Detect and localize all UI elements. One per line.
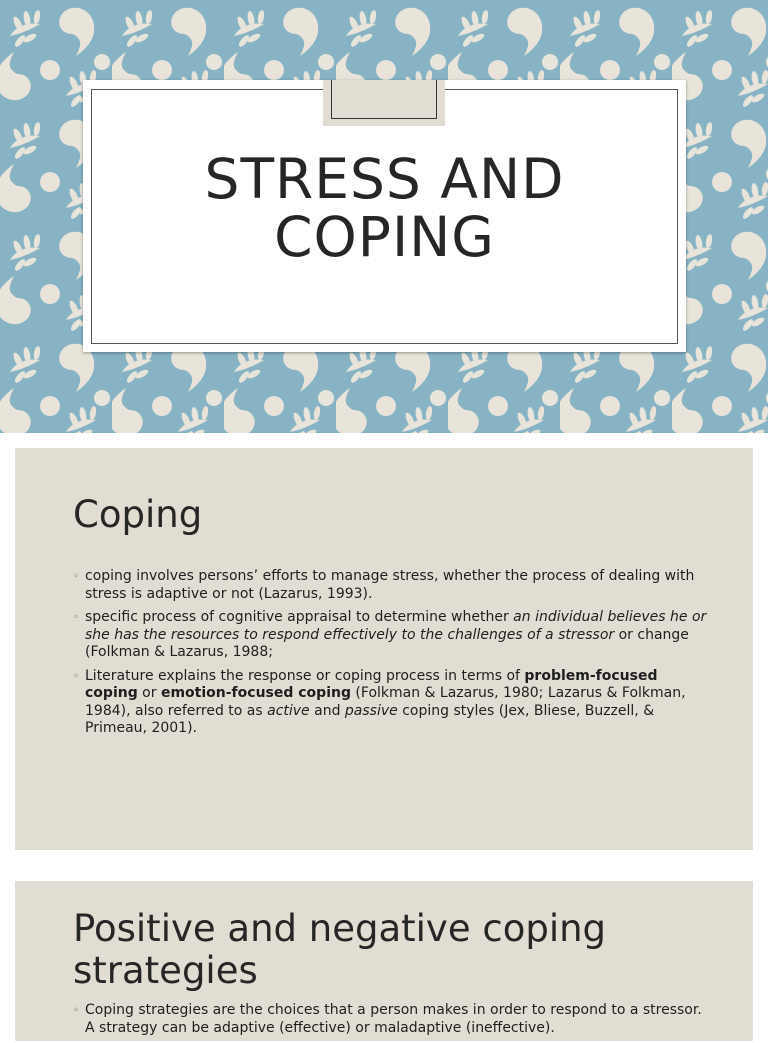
bullet-item [73, 668, 713, 738]
bullet-text: coping involves persons’ efforts to manage stress, whether the process of dealing with stress is adaptive or not (Lazarus, 1993). [85, 568, 695, 602]
bullet-marker-icon: ◦ [73, 612, 79, 623]
bullet-text: an individual believes he or she has the resources to respond effectively to the challenges of a stressor [85, 609, 707, 643]
bullet-text: passive [344, 702, 398, 719]
bullet-text: (Folkman & Lazarus, 1980; Lazarus & Folkman, 1984), also referred to as [85, 685, 686, 719]
coping-heading: Coping [73, 493, 203, 536]
slide-title-line-2: COPING [274, 205, 495, 269]
bullet-text: Literature explains the response or coping process in terms of [85, 667, 525, 684]
bullet-text: Coping strategies are the choices that a person makes in order to respond to a stressor. A strategy can be adaptive (effective) or maladaptive (ineffective). [85, 1002, 702, 1036]
bullet-text: coping styles (Jex, Bliese, Buzzell, & Primeau, 2001). [85, 702, 655, 736]
title-slide [0, 0, 768, 433]
title-card-tab-inner [331, 80, 437, 119]
slide-title-line-1: STRESS AND [204, 147, 565, 211]
bullet-marker-icon: ◦ [73, 571, 79, 582]
strategies-bullet-list [73, 1002, 713, 1043]
bullet-text: active [267, 702, 310, 719]
bullet-text: or change (Folkman & Lazarus, 1988; [85, 626, 689, 660]
coping-bullet-list [73, 568, 713, 744]
bullet-marker-icon: ◦ [73, 670, 79, 682]
title-card [83, 80, 686, 352]
slide-title [83, 147, 686, 269]
bullet-text: or [137, 685, 161, 701]
bullet-item [73, 1002, 713, 1037]
title-card-tab [323, 80, 445, 126]
bullet-text: emotion-focused coping [160, 685, 351, 701]
bullet-text: problem-focused coping [85, 667, 658, 701]
coping-slide [15, 448, 753, 850]
bullet-item [73, 609, 713, 662]
bullet-marker-icon: ◦ [73, 1005, 79, 1016]
strategies-heading: Positive and negative coping strategies [73, 907, 607, 992]
bullet-item [73, 568, 713, 603]
bullet-text: and [309, 702, 345, 719]
strategies-slide [15, 881, 753, 1041]
bullet-text: specific process of cognitive appraisal to determine whether [85, 609, 514, 625]
